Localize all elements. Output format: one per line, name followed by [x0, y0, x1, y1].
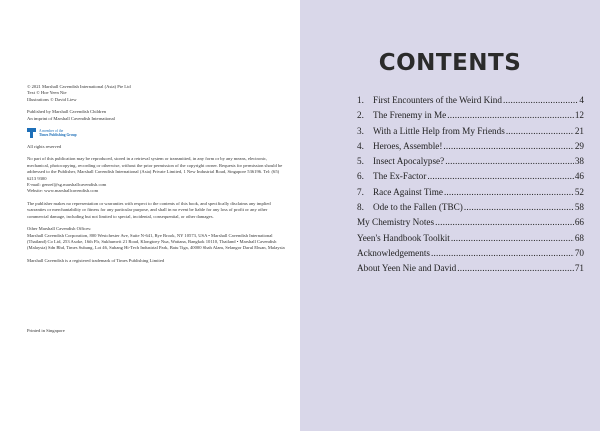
toc-entry-title: My Chemistry Notes [357, 217, 435, 228]
publisher-logo [27, 128, 285, 138]
offices-heading: Other Marshall Cavendish Offices: [27, 226, 92, 232]
email-line: E-mail: genref@sg.marshallcavendish.com [27, 182, 107, 188]
toc-entry [357, 263, 584, 278]
toc-entry-title: First Encounters of the Weird Kind [373, 95, 502, 105]
toc-leader-dots [447, 110, 574, 120]
toc-entry-number: 2. [357, 110, 364, 121]
times-logo-icon [27, 128, 36, 138]
trademark-line: Marshall Cavendish is a registered trademark of Times Publishing Limited [27, 257, 165, 263]
logo-text-line2: Times Publishing Group [39, 133, 77, 138]
toc-entry-title: With a Little Help from My Friends [373, 125, 505, 136]
toc-entry-title: Insect Apocalypse? [373, 156, 445, 167]
toc-entry-page: 71 [574, 263, 584, 274]
toc-entry-title: About Yeen Nie and David [357, 263, 457, 274]
contents-title: CONTENTS [378, 50, 522, 76]
toc-leader-dots [503, 95, 578, 105]
toc-entry [357, 202, 584, 217]
toc-entry-title: The Frenemy in Me [373, 110, 447, 121]
toc-entry-title: Heroes, Assemble! [373, 140, 443, 151]
toc-entry-number: 5. [357, 156, 364, 167]
toc-entry-title: Acknowledgements [357, 247, 430, 258]
toc-entry-page: 52 [574, 186, 584, 197]
toc-leader-dots [443, 141, 573, 151]
toc-entry-title: Ode to the Fallen (TBC) [373, 202, 463, 213]
logo-text-line1: A member of the [39, 128, 64, 133]
toc-entry-title: The Ex-Factor [373, 171, 427, 182]
publisher-line: Published by Marshall Cavendish Children [27, 109, 107, 115]
toc-entry [357, 95, 584, 110]
toc-entry [357, 171, 584, 186]
toc-entry-page: 38 [574, 156, 584, 167]
permissions-paragraph: No part of this publication may be reproduced, stored in a retrieval system or transmitted, in any form or by any means, electronic, mechanical, photocopying, recording or otherwise, without the prior permission of the copyright owner. Requests for permission should be addressed to the Publisher, Marshall Cavendish International (Asia) Private Limited, 1 New Industrial Road, Singapore 536196. Tel: (65) 6213 9300 [27, 156, 283, 181]
toc-entry [357, 156, 584, 171]
toc-leader-dots [431, 248, 574, 258]
toc-entry-number: 6. [357, 171, 364, 182]
toc-leader-dots [435, 217, 574, 227]
copyright-line: © 2021 Marshall Cavendish International (Asia) Pte Ltd [27, 84, 131, 89]
table-of-contents [357, 95, 584, 279]
toc-entry-number: 8. [357, 202, 364, 213]
toc-entry-page: 58 [574, 202, 584, 213]
toc-entry-number: 1. [357, 95, 364, 105]
toc-leader-dots [464, 202, 574, 212]
toc-entry-page: 68 [574, 232, 584, 243]
toc-entry-number: 7. [357, 186, 364, 197]
toc-entry-page: 46 [574, 171, 584, 182]
toc-leader-dots [451, 233, 574, 243]
toc-entry [357, 126, 584, 141]
printed-line: Printed in Singapore [27, 328, 65, 333]
illustration-credit: Illustrations © David Liew [27, 96, 77, 102]
toc-entry-number: 4. [357, 140, 364, 151]
toc-entry-title: Yeen's Handbook Toolkit [357, 232, 450, 243]
toc-leader-dots [444, 187, 574, 197]
website-line: Website: www.marshallcavendish.com [27, 188, 99, 194]
toc-leader-dots [457, 263, 574, 273]
toc-entry [357, 217, 584, 232]
toc-entry-page: 70 [574, 247, 584, 258]
offices-text: Marshall Cavendish Corporation, 800 Westchester Ave, Suite N-641, Rye Brook, NY 10573, USA • Marshall Cavendish International (Thailand) Co Ltd, 253 Asoke, 16th Flr, Sukhumvit 21 Road, Klongtoey Nua, Wattana, Bangkok 10110, Thailand • Marshall Cavendish (Malaysia) Sdn Bhd, Times Subang, Lot 46, Subang Hi-Tech Industrial Park, Batu Tiga, 40000 Shah Alam, Selangor Darul Ehsan, Malaysia [27, 232, 285, 251]
toc-entry-page: 4 [579, 95, 584, 105]
toc-entry [357, 110, 584, 125]
toc-leader-dots [506, 126, 574, 136]
imprint-line: An imprint of Marshall Cavendish International [27, 115, 115, 121]
toc-entry [357, 187, 584, 202]
toc-leader-dots [427, 171, 573, 181]
disclaimer-paragraph: The publisher makes no representation or warranties with respect to the contents of this book, and specifically disclaims any implied warranties or merchantability or fitness for any particular purpose, and shall in no event be liable for any loss of profit or any other commercial damage, including but not limited to special, incidental, consequential, or other damages. [27, 200, 271, 219]
rights-line: All rights reserved [27, 144, 62, 150]
text-credit: Text © Hoe Yeen Nie [27, 90, 67, 96]
toc-entry [357, 233, 584, 248]
toc-entry-page: 12 [574, 110, 584, 121]
toc-entry [357, 141, 584, 156]
toc-entry-page: 29 [574, 140, 584, 151]
toc-entry-number: 3. [357, 125, 364, 136]
toc-entry [357, 248, 584, 263]
toc-entry-page: 21 [574, 125, 584, 136]
toc-leader-dots [445, 156, 574, 166]
toc-entry-title: Race Against Time [373, 186, 443, 197]
toc-entry-page: 66 [574, 217, 584, 228]
imprint-block [27, 84, 285, 264]
